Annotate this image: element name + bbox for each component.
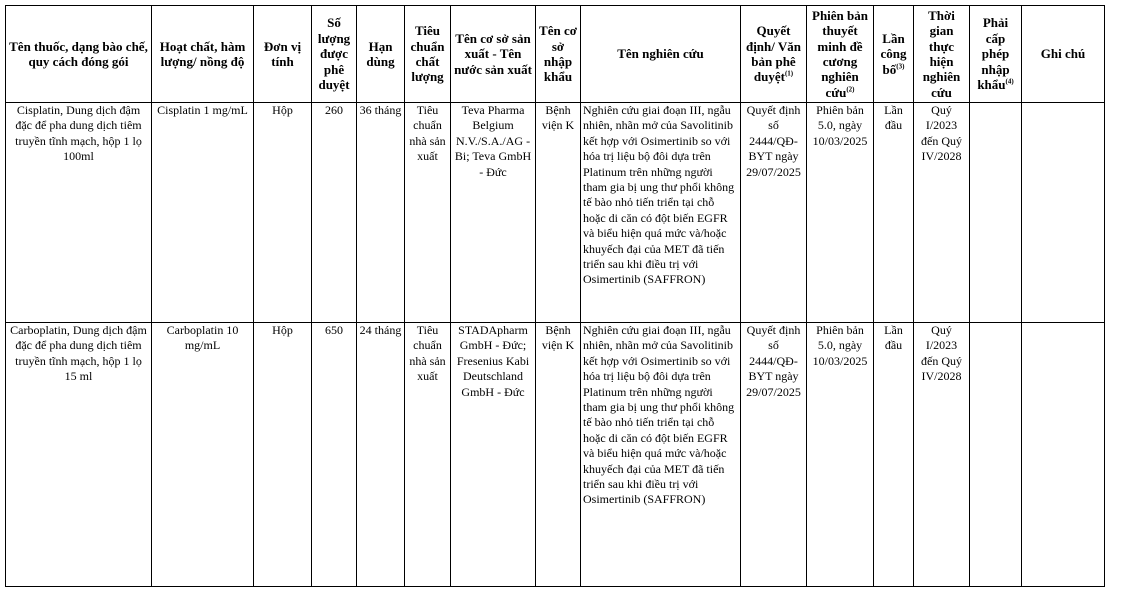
cell-lan-cong-bo: Lần đầu xyxy=(874,323,914,587)
cell-thoi-gian: Quý I/2023 đến Quý IV/2028 xyxy=(914,323,970,587)
cell-phien-ban: Phiên bản 5.0, ngày 10/03/2025 xyxy=(807,103,874,323)
header-tieu-chuan: Tiêu chuẩn chất lượng xyxy=(405,6,451,103)
header-ten-thuoc: Tên thuốc, dạng bào chế, quy cách đóng gói xyxy=(6,6,152,103)
footnote-2-marker: (2) xyxy=(846,85,855,94)
header-phai-cap-phep-text: Phải cấp phép nhập khẩu xyxy=(977,15,1010,93)
header-so-luong: Số lượng được phê duyệt xyxy=(312,6,357,103)
header-lan-cong-bo xyxy=(874,6,914,103)
header-han-dung: Hạn dùng xyxy=(357,6,405,103)
cell-hoat-chat: Cisplatin 1 mg/mL xyxy=(152,103,254,323)
header-co-so-nhap-khau: Tên cơ sở nhập khẩu xyxy=(536,6,581,103)
cell-so-luong: 260 xyxy=(312,103,357,323)
cell-han-dung: 36 tháng xyxy=(357,103,405,323)
table-row xyxy=(6,323,1105,587)
cell-phien-ban: Phiên bản 5.0, ngày 10/03/2025 xyxy=(807,323,874,587)
footnote-1-marker: (1) xyxy=(784,70,794,79)
cell-tieu-chuan: Tiêu chuẩn nhà sản xuất xyxy=(405,323,451,587)
header-quyet-dinh xyxy=(741,6,807,103)
header-lan-cong-bo-text: Lần công bố xyxy=(880,30,907,77)
cell-thoi-gian: Quý I/2023 đến Quý IV/2028 xyxy=(914,103,970,323)
header-phien-ban xyxy=(807,6,874,103)
footnote-3-marker: (3) xyxy=(896,62,905,71)
table-row xyxy=(6,103,1105,323)
cell-ghi-chu xyxy=(1022,103,1105,323)
header-thoi-gian: Thời gian thực hiện nghiên cứu xyxy=(914,6,970,103)
cell-phai-cap-phep xyxy=(970,323,1022,587)
header-ten-nghien-cuu: Tên nghiên cứu xyxy=(581,6,741,103)
cell-don-vi: Hộp xyxy=(254,103,312,323)
cell-ten-nghien-cuu: Nghiên cứu giai đoạn III, ngẫu nhiên, nhãn mở của Savolitinib kết hợp với Osimertinib so với hóa trị liệu bộ đôi dựa trên Platinum trên những người tham gia bị ung thư phổi không tế bào nhỏ tiến triển tại chỗ hoặc di căn có đột biến EGFR và biểu hiện quá mức và/hoặc khuyếch đại của MET đã tiến triển sau khi điều trị với Osimertinib (SAFFRON) xyxy=(581,323,741,587)
header-co-so-san-xuat: Tên cơ sở sản xuất - Tên nước sản xuất xyxy=(451,6,536,103)
cell-so-luong: 650 xyxy=(312,323,357,587)
cell-co-so-san-xuat: Teva Pharma Belgium N.V./S.A./AG - Bi; Teva GmbH - Đức xyxy=(451,103,536,323)
cell-co-so-san-xuat: STADApharm GmbH - Đức; Fresenius Kabi Deutschland GmbH - Đức xyxy=(451,323,536,587)
header-hoat-chat: Hoạt chất, hàm lượng/ nồng độ xyxy=(152,6,254,103)
cell-phai-cap-phep xyxy=(970,103,1022,323)
cell-ten-nghien-cuu: Nghiên cứu giai đoạn III, ngẫu nhiên, nhãn mở của Savolitinib kết hợp với Osimertinib so với hóa trị liệu bộ đôi dựa trên Platinum trên những người tham gia bị ung thư phổi không tế bào nhỏ tiến triển tại chỗ hoặc di căn có đột biến EGFR và biểu hiện quá mức và/hoặc khuyếch đại của MET đã tiến triển sau khi điều trị với Osimertinib (SAFFRON) xyxy=(581,103,741,323)
header-don-vi: Đơn vị tính xyxy=(254,6,312,103)
cell-han-dung: 24 tháng xyxy=(357,323,405,587)
cell-quyet-dinh: Quyết định số 2444/QĐ-BYT ngày 29/07/2025 xyxy=(741,323,807,587)
cell-co-so-nhap-khau: Bệnh viện K xyxy=(536,323,581,587)
cell-tieu-chuan: Tiêu chuẩn nhà sản xuất xyxy=(405,103,451,323)
cell-don-vi: Hộp xyxy=(254,323,312,587)
cell-quyet-dinh: Quyết định số 2444/QĐ-BYT ngày 29/07/2025 xyxy=(741,103,807,323)
footnote-4-marker: (4) xyxy=(1005,77,1014,86)
cell-ten-thuoc: Cisplatin, Dung dịch đậm đặc để pha dung dịch tiêm truyền tĩnh mạch, hộp 1 lọ 100ml xyxy=(6,103,152,323)
drug-import-table xyxy=(5,5,1105,587)
cell-ghi-chu xyxy=(1022,323,1105,587)
cell-hoat-chat: Carboplatin 10 mg/mL xyxy=(152,323,254,587)
cell-co-so-nhap-khau: Bệnh viện K xyxy=(536,103,581,323)
header-quyet-dinh-text: Quyết định/ Văn bản phê duyệt xyxy=(745,23,802,85)
header-ghi-chu: Ghi chú xyxy=(1022,6,1105,103)
table-header-row xyxy=(6,6,1105,103)
cell-ten-thuoc: Carboplatin, Dung dịch đậm đặc để pha dung dịch tiêm truyền tĩnh mạch, hộp 1 lọ 15 ml xyxy=(6,323,152,587)
header-phien-ban-text: Phiên bản thuyết minh đề cương nghiên cứu xyxy=(812,7,868,100)
cell-lan-cong-bo: Lần đầu xyxy=(874,103,914,323)
header-phai-cap-phep xyxy=(970,6,1022,103)
